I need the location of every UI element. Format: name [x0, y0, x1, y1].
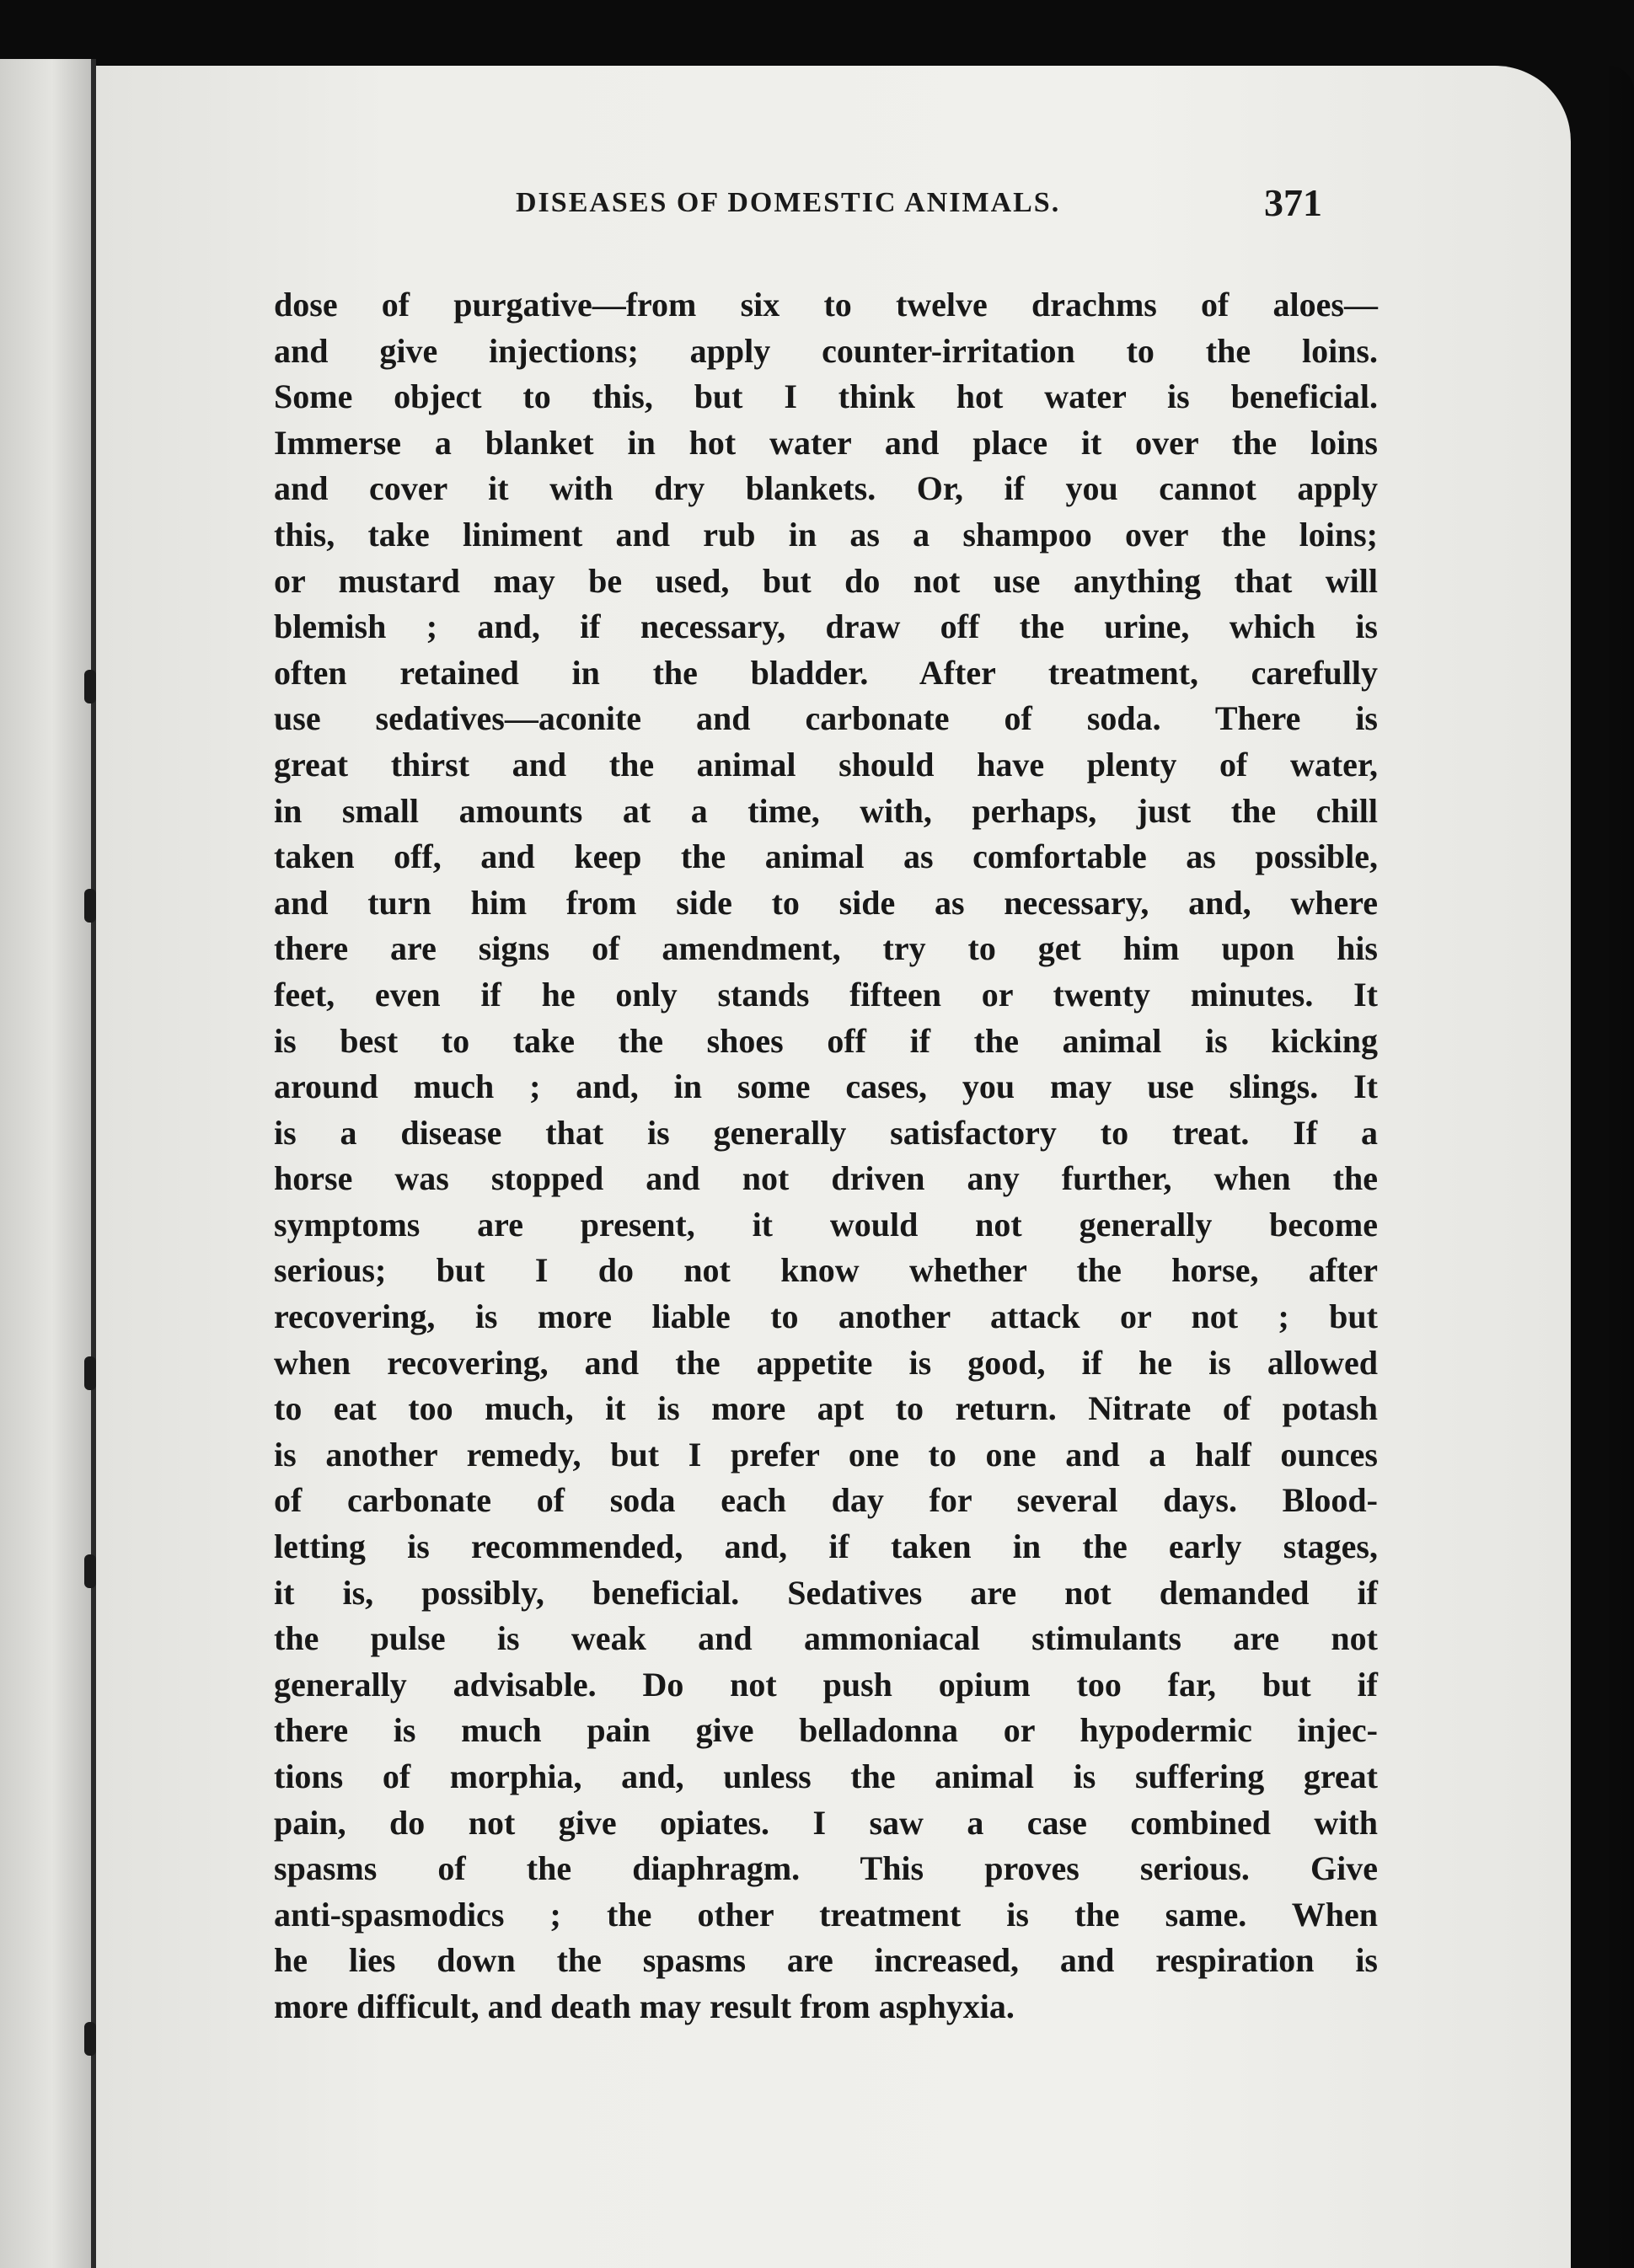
binding-mark — [84, 1554, 96, 1588]
body-text — [274, 282, 1378, 2030]
text-line: and give injections; apply counter-irritation to the loins. — [274, 331, 1378, 370]
text-line: or mustard may be used, but do not use anything that will — [274, 561, 1378, 600]
text-line: horse was stopped and not driven any further, when the — [274, 1159, 1378, 1198]
text-line: is another remedy, but I prefer one to one and a half ounces — [274, 1435, 1378, 1474]
page-number: 371 — [1264, 181, 1322, 224]
text-line: generally advisable. Do not push opium too far, but if — [274, 1665, 1378, 1704]
text-line: spasms of the diaphragm. This proves serious. Give — [274, 1849, 1378, 1888]
text-line: feet, even if he only stands fifteen or twenty minutes. It — [274, 975, 1378, 1014]
text-line: serious; but I do not know whether the horse, after — [274, 1251, 1378, 1290]
text-line: often retained in the bladder. After treatment, carefully — [274, 653, 1378, 692]
binding-mark — [84, 889, 96, 923]
text-line: is best to take the shoes off if the animal is kicking — [274, 1021, 1378, 1060]
text-line: is a disease that is generally satisfactory to treat. If a — [274, 1113, 1378, 1152]
text-line: dose of purgative—from six to twelve drachms of aloes— — [274, 286, 1378, 324]
text-line: taken off, and keep the animal as comfortable as possible, — [274, 837, 1378, 876]
text-line: blemish ; and, if necessary, draw off the urine, which is — [274, 607, 1378, 646]
text-line: to eat too much, it is more apt to return. Nitrate of potash — [274, 1389, 1378, 1428]
binding-mark — [84, 2022, 96, 2056]
text-line: this, take liniment and rub in as a shampoo over the loins; — [274, 515, 1378, 554]
text-line: letting is recommended, and, if taken in the early stages, — [274, 1527, 1378, 1566]
text-line: pain, do not give opiates. I saw a case combined with — [274, 1803, 1378, 1842]
running-head: DISEASES OF DOMESTIC ANIMALS. — [516, 187, 1061, 218]
text-line: great thirst and the animal should have plenty of water, — [274, 745, 1378, 784]
text-line: recovering, is more liable to another attack or not ; but — [274, 1297, 1378, 1336]
text-line: when recovering, and the appetite is good, if he is allowed — [274, 1343, 1378, 1382]
binding-mark — [84, 670, 96, 703]
text-line: it is, possibly, beneficial. Sedatives are not demanded if — [274, 1573, 1378, 1612]
text-line: anti-spasmodics ; the other treatment is the same. When — [274, 1895, 1378, 1934]
text-line: there are signs of amendment, try to get him upon his — [274, 929, 1378, 968]
text-line: in small amounts at a time, with, perhaps, just the chill — [274, 791, 1378, 830]
text-line: use sedatives—aconite and carbonate of soda. There is — [274, 699, 1378, 738]
text-line: he lies down the spasms are increased, and respiration is — [274, 1941, 1378, 1980]
text-line: symptoms are present, it would not generally become — [274, 1205, 1378, 1244]
previous-page-edge — [0, 59, 94, 2268]
text-line: of carbonate of soda each day for several days. Blood- — [274, 1481, 1378, 1520]
text-line: Immerse a blanket in hot water and place it over the loins — [274, 423, 1378, 462]
text-line: more difficult, and death may result from asphyxia. — [274, 1987, 1015, 2025]
text-line: there is much pain give belladonna or hypodermic injec- — [274, 1711, 1378, 1750]
text-line: and turn him from side to side as necessary, and, where — [274, 883, 1378, 922]
text-line: tions of morphia, and, unless the animal is suffering great — [274, 1757, 1378, 1795]
text-line: Some object to this, but I think hot water is beneficial. — [274, 377, 1378, 416]
text-line: around much ; and, in some cases, you may use slings. It — [274, 1067, 1378, 1106]
binding-mark — [84, 1356, 96, 1390]
text-line: and cover it with dry blankets. Or, if you cannot apply — [274, 469, 1378, 508]
text-line: the pulse is weak and ammoniacal stimulants are not — [274, 1619, 1378, 1658]
page-edge-shadow — [1609, 66, 1634, 2268]
